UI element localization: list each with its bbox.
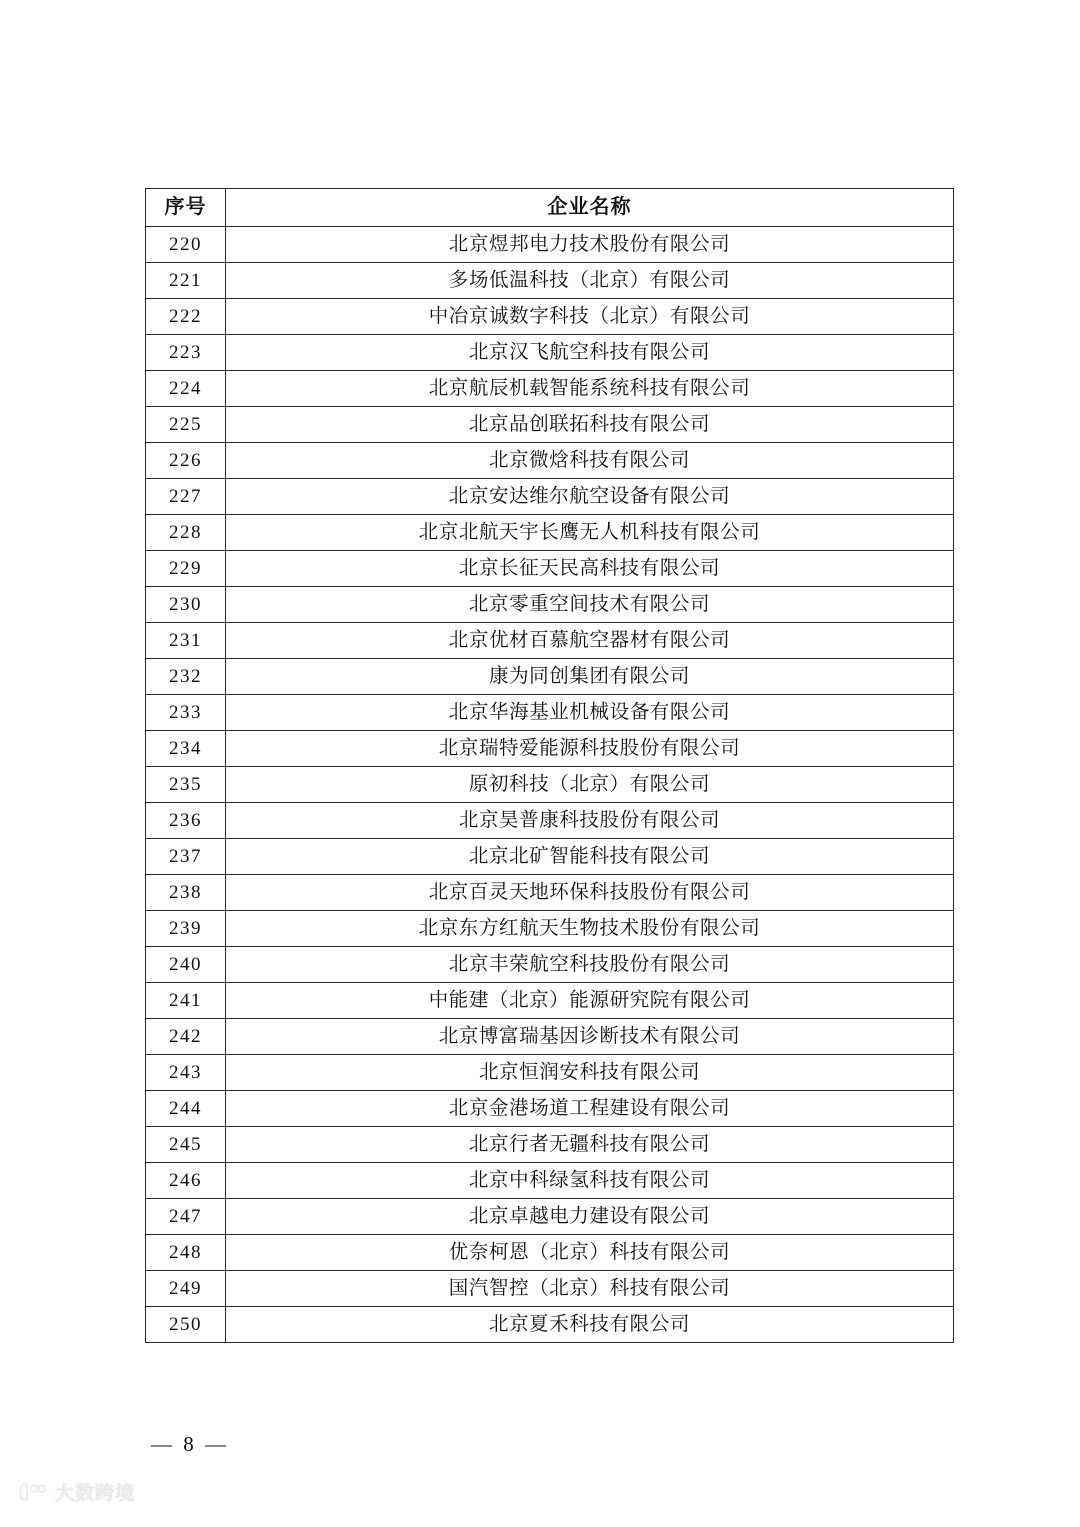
cell-seq: 239 <box>146 911 226 947</box>
cell-company-name: 多场低温科技（北京）有限公司 <box>226 263 954 299</box>
cell-company-name: 北京优材百慕航空器材有限公司 <box>226 623 954 659</box>
cell-seq: 228 <box>146 515 226 551</box>
cell-seq: 250 <box>146 1307 226 1343</box>
cell-company-name: 北京华海基业机械设备有限公司 <box>226 695 954 731</box>
table-row <box>146 299 954 335</box>
cell-seq: 221 <box>146 263 226 299</box>
cell-company-name: 国汽智控（北京）科技有限公司 <box>226 1271 954 1307</box>
table-header-row <box>146 189 954 227</box>
cell-company-name: 北京东方红航天生物技术股份有限公司 <box>226 911 954 947</box>
table-row <box>146 515 954 551</box>
table-row <box>146 803 954 839</box>
table-row <box>146 1019 954 1055</box>
cell-seq: 240 <box>146 947 226 983</box>
table-header <box>146 189 954 227</box>
cell-seq: 220 <box>146 227 226 263</box>
cell-company-name: 北京昊普康科技股份有限公司 <box>226 803 954 839</box>
table-row <box>146 1271 954 1307</box>
cell-seq: 230 <box>146 587 226 623</box>
cell-seq: 234 <box>146 731 226 767</box>
table-row <box>146 551 954 587</box>
table-body <box>146 227 954 1343</box>
table-row <box>146 1307 954 1343</box>
table-row <box>146 479 954 515</box>
cell-seq: 246 <box>146 1163 226 1199</box>
cell-seq: 224 <box>146 371 226 407</box>
dashujingjing-logo-icon <box>18 1482 48 1504</box>
cell-seq: 245 <box>146 1127 226 1163</box>
cell-company-name: 北京汉飞航空科技有限公司 <box>226 335 954 371</box>
cell-company-name: 原初科技（北京）有限公司 <box>226 767 954 803</box>
cell-company-name: 北京中科绿氢科技有限公司 <box>226 1163 954 1199</box>
cell-company-name: 北京丰荣航空科技股份有限公司 <box>226 947 954 983</box>
table-row <box>146 1235 954 1271</box>
cell-seq: 241 <box>146 983 226 1019</box>
cell-seq: 243 <box>146 1055 226 1091</box>
cell-company-name: 中冶京诚数字科技（北京）有限公司 <box>226 299 954 335</box>
cell-company-name: 北京百灵天地环保科技股份有限公司 <box>226 875 954 911</box>
table-row <box>146 695 954 731</box>
table-row <box>146 1163 954 1199</box>
table-row <box>146 731 954 767</box>
cell-seq: 235 <box>146 767 226 803</box>
table-row <box>146 587 954 623</box>
cell-seq: 225 <box>146 407 226 443</box>
cell-company-name: 北京航辰机载智能系统科技有限公司 <box>226 371 954 407</box>
cell-seq: 222 <box>146 299 226 335</box>
cell-seq: 242 <box>146 1019 226 1055</box>
cell-seq: 231 <box>146 623 226 659</box>
cell-company-name: 中能建（北京）能源研究院有限公司 <box>226 983 954 1019</box>
column-header-company-name: 企业名称 <box>226 189 954 227</box>
cell-seq: 249 <box>146 1271 226 1307</box>
table-row <box>146 263 954 299</box>
cell-company-name: 北京零重空间技术有限公司 <box>226 587 954 623</box>
cell-seq: 236 <box>146 803 226 839</box>
cell-seq: 233 <box>146 695 226 731</box>
cell-company-name: 北京瑞特爱能源科技股份有限公司 <box>226 731 954 767</box>
table-row <box>146 1127 954 1163</box>
table-row <box>146 227 954 263</box>
cell-company-name: 北京北航天宇长鹰无人机科技有限公司 <box>226 515 954 551</box>
cell-seq: 223 <box>146 335 226 371</box>
cell-seq: 248 <box>146 1235 226 1271</box>
table-row <box>146 1199 954 1235</box>
table-row <box>146 623 954 659</box>
table-row <box>146 371 954 407</box>
cell-company-name: 北京北矿智能科技有限公司 <box>226 839 954 875</box>
cell-seq: 238 <box>146 875 226 911</box>
cell-seq: 227 <box>146 479 226 515</box>
table-row <box>146 443 954 479</box>
cell-company-name: 北京微焓科技有限公司 <box>226 443 954 479</box>
cell-company-name: 北京煜邦电力技术股份有限公司 <box>226 227 954 263</box>
table-row <box>146 659 954 695</box>
cell-company-name: 北京品创联拓科技有限公司 <box>226 407 954 443</box>
cell-seq: 226 <box>146 443 226 479</box>
cell-company-name: 北京金港场道工程建设有限公司 <box>226 1091 954 1127</box>
table-row <box>146 767 954 803</box>
cell-company-name: 北京卓越电力建设有限公司 <box>226 1199 954 1235</box>
table-row <box>146 1055 954 1091</box>
table-row <box>146 983 954 1019</box>
cell-company-name: 北京恒润安科技有限公司 <box>226 1055 954 1091</box>
cell-seq: 229 <box>146 551 226 587</box>
column-header-seq: 序号 <box>146 189 226 227</box>
table-row <box>146 1091 954 1127</box>
table-row <box>146 947 954 983</box>
table-row <box>146 407 954 443</box>
cell-company-name: 北京长征天民高科技有限公司 <box>226 551 954 587</box>
cell-company-name: 北京夏禾科技有限公司 <box>226 1307 954 1343</box>
table-row <box>146 839 954 875</box>
table-row <box>146 911 954 947</box>
cell-seq: 237 <box>146 839 226 875</box>
cell-company-name: 康为同创集团有限公司 <box>226 659 954 695</box>
page-number: — 8 — <box>151 1432 229 1456</box>
cell-company-name: 北京博富瑞基因诊断技术有限公司 <box>226 1019 954 1055</box>
cell-seq: 247 <box>146 1199 226 1235</box>
cell-seq: 244 <box>146 1091 226 1127</box>
company-listing-table <box>145 188 954 1343</box>
table-row <box>146 875 954 911</box>
watermark-text: 大数跨境 <box>55 1482 136 1504</box>
table-row <box>146 335 954 371</box>
company-listing-table-wrapper <box>145 188 953 1343</box>
cell-company-name: 北京安达维尔航空设备有限公司 <box>226 479 954 515</box>
cell-seq: 232 <box>146 659 226 695</box>
watermark <box>18 1482 135 1504</box>
cell-company-name: 优奈柯恩（北京）科技有限公司 <box>226 1235 954 1271</box>
cell-company-name: 北京行者无疆科技有限公司 <box>226 1127 954 1163</box>
